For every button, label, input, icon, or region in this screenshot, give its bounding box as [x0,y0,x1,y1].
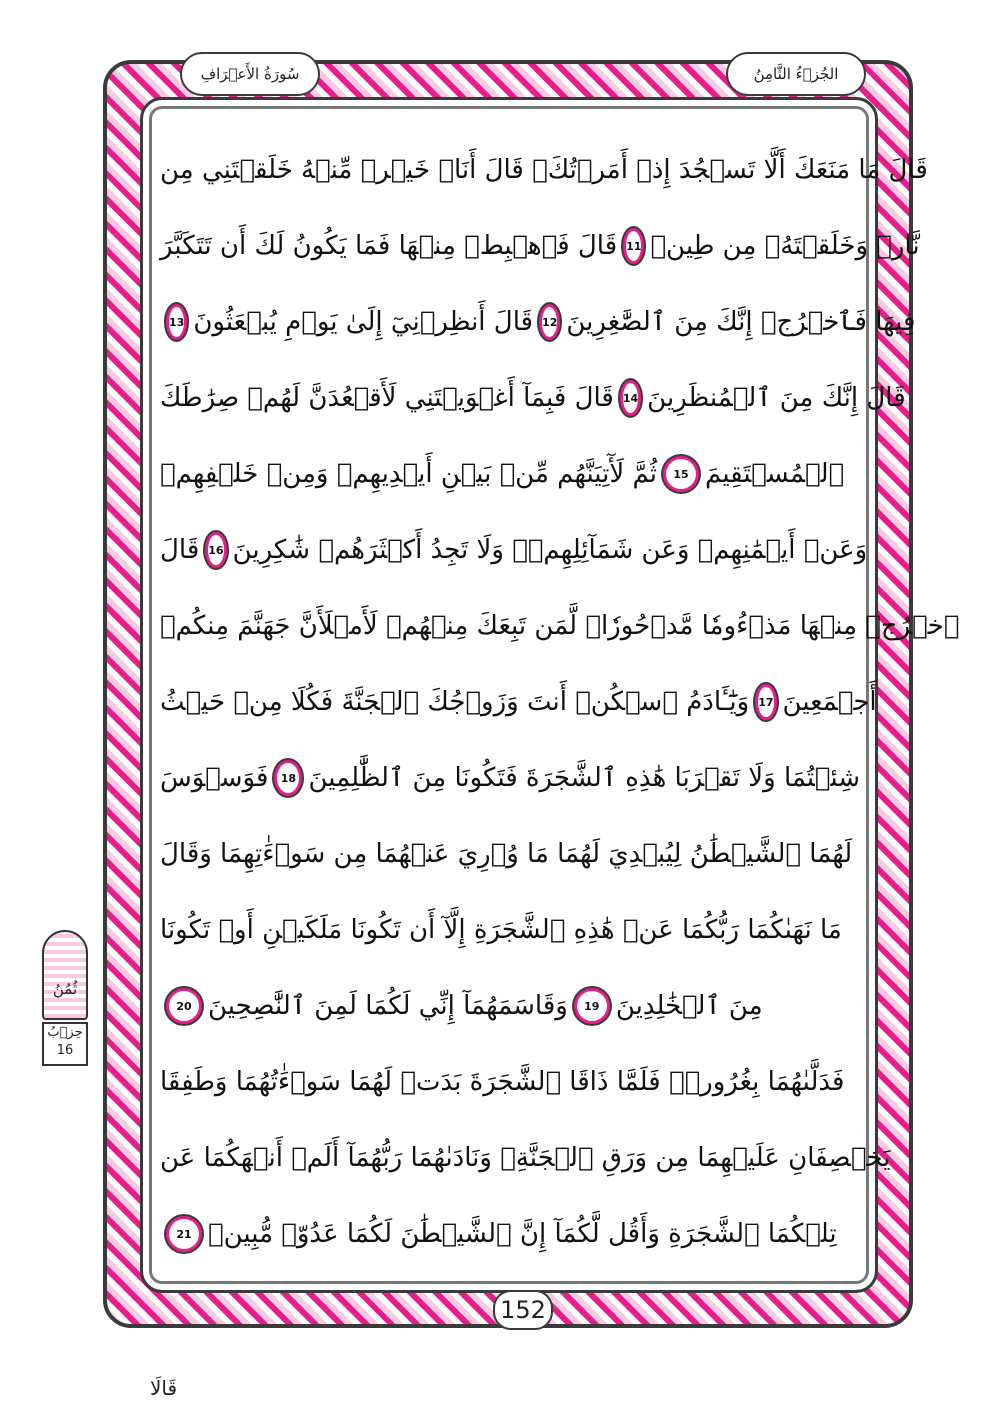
hizb-number: 16 [56,1043,74,1058]
hizb-thumun-label: ثُمُنُ [52,980,78,998]
ayah-marker-icon: 14 [620,380,641,416]
ayah-marker-icon: 19 [574,988,610,1024]
ayah-marker-icon: 11 [623,228,644,264]
text-line [160,284,916,360]
ayah-marker-icon: 15 [663,456,699,492]
ayah-text: فَوَسۡوَسَ [160,763,269,793]
text-line [160,512,868,588]
ayah-text: مَا نَهَىٰكُمَا رَبُّكُمَا عَنۡ هَٰذِهِ ٱلشَّجَرَةِ إِلَّآ أَن تَكُونَا مَلَكَيۡنِ أَوۡ تَكُونَا [160,915,842,945]
ayah-text: ٱلۡمُسۡتَقِيمَ [705,459,845,489]
ayah-text: مِنَ ٱلۡخَٰلِدِينَ [615,991,763,1021]
ayah-text: ٱخۡرُجۡ مِنۡهَا مَذۡءُومٗا مَّدۡحُورٗاۖ لَّمَن تَبِعَكَ مِنۡهُمۡ لَأَمۡلَأَنَّ جَهَنَّمَ مِنكُمۡ [160,611,960,641]
page-number: 152 [493,1290,553,1330]
catchword: قَالَا [150,1376,178,1400]
ayah-text: تِلۡكُمَا ٱلشَّجَرَةِ وَأَقُل لَّكُمَآ إِنَّ ٱلشَّيۡطَٰنَ لَكُمَا عَدُوّٞ مُّبِينٞ [208,1219,837,1249]
text-line [160,892,860,968]
ayah-marker-icon: 12 [539,304,560,340]
ayah-text: قَالَ أَنظِرۡنِيٓ إِلَىٰ يَوۡمِ يُبۡعَثُونَ [193,307,534,337]
hizb-label: حِزۡبُ [47,1025,83,1040]
text-line [160,968,860,1044]
ayah-marker-icon: 16 [205,532,226,568]
text-line [160,1196,860,1272]
ayah-text: قَالَ فَبِمَآ أَغۡوَيۡتَنِي لَأَقۡعُدَنَّ لَهُمۡ صِرَٰطَكَ [160,383,614,413]
text-line [160,588,960,664]
text-line [160,664,877,740]
ayah-text: نَّارٖ وَخَلَقۡتَهُۥ مِن طِينٖ [650,231,920,261]
hizb-marker [40,930,90,1070]
text-line [160,436,860,512]
text-line [160,360,906,436]
ayah-marker-icon: 13 [166,304,187,340]
ayah-text: فَدَلَّىٰهُمَا بِغُرُورٖۚ فَلَمَّا ذَاقَا ٱلشَّجَرَةَ بَدَتۡ لَهُمَا سَوۡءَٰتُهُمَا وَطَفِقَا [160,1067,845,1097]
text-line [160,132,928,208]
ayah-text: قَالَ فَٱهۡبِطۡ مِنۡهَا فَمَا يَكُونُ لَكَ أَن تَتَكَبَّرَ [160,231,618,261]
ayah-marker-icon: 20 [166,988,202,1024]
surah-name-header: سُورَةُ الأَعۡرَافِ [180,52,320,96]
hizb-box [42,1022,88,1066]
dome-ornament-icon [42,930,88,1020]
ayah-text: قَالَ مَا مَنَعَكَ أَلَّا تَسۡجُدَ إِذۡ أَمَرۡتُكَۖ قَالَ أَنَا۠ خَيۡرٞ مِّنۡهُ خَلَقۡتَنِي مِن [160,155,928,185]
ayah-text: وَقَاسَمَهُمَآ إِنِّي لَكُمَا لَمِنَ ٱلنَّٰصِحِينَ [208,991,568,1021]
ayah-text: وَيَٰٓـَٔادَمُ ٱسۡكُنۡ أَنتَ وَزَوۡجُكَ ٱلۡجَنَّةَ فَكُلَا مِنۡ حَيۡثُ [160,687,750,717]
text-line [160,1044,860,1120]
quran-text-body [150,122,960,1272]
ayah-text: قَالَ [160,535,200,565]
ayah-marker-icon: 17 [755,684,776,720]
text-line [160,1120,891,1196]
text-line [160,208,920,284]
ayah-text: لَهُمَا ٱلشَّيۡطَٰنُ لِيُبۡدِيَ لَهُمَا مَا وُۥرِيَ عَنۡهُمَا مِن سَوۡءَٰتِهِمَا وَقَالَ [160,839,853,869]
juz-name-header: الجُزۡءُ الثَّامِنُ [726,52,866,96]
ayah-text: قَالَ إِنَّكَ مِنَ ٱلۡمُنظَرِينَ [647,383,906,413]
ayah-text: أَجۡمَعِينَ [782,687,877,717]
ayah-text: فِيهَا فَٱخۡرُجۡ إِنَّكَ مِنَ ٱلصَّٰغِرِينَ [566,307,916,337]
ayah-text: شِئۡتُمَا وَلَا تَقۡرَبَا هَٰذِهِ ٱلشَّجَرَةَ فَتَكُونَا مِنَ ٱلظَّٰلِمِينَ [308,763,860,793]
text-line [160,816,860,892]
ayah-marker-icon: 21 [166,1216,202,1252]
ayah-text: يَخۡصِفَانِ عَلَيۡهِمَا مِن وَرَقِ ٱلۡجَنَّةِۖ وَنَادَىٰهُمَا رَبُّهُمَآ أَلَمۡ أَنۡهَكُمَا عَن [160,1143,891,1173]
text-line [160,740,860,816]
ayah-marker-icon: 18 [274,760,302,796]
ayah-text: وَعَنۡ أَيۡمَٰنِهِمۡ وَعَن شَمَآئِلِهِمۡۖ وَلَا تَجِدُ أَكۡثَرَهُمۡ شَٰكِرِينَ [232,535,868,565]
ayah-text: ثُمَّ لَأٓتِيَنَّهُم مِّنۢ بَيۡنِ أَيۡدِيهِمۡ وَمِنۡ خَلۡفِهِمۡ [160,459,658,489]
